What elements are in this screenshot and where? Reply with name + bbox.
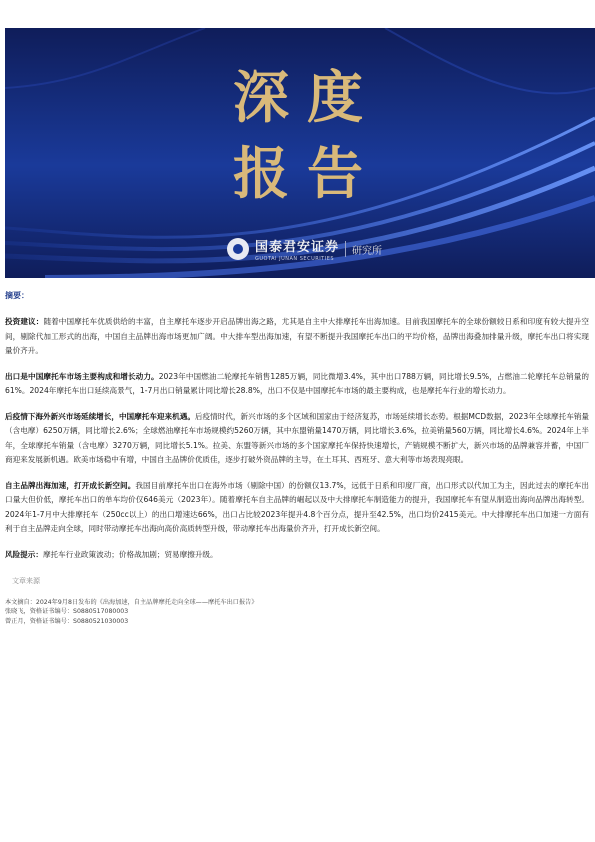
risk-heading: 风险提示： [5, 549, 43, 559]
institute-label: 研究所 [352, 245, 383, 257]
source-label: 文章来源 [12, 576, 40, 585]
section-export-driver [5, 370, 589, 399]
meta-analyst-line: 张晓飞，资格证书编号：S0880517080003 [5, 608, 129, 615]
section-emerging-markets [5, 410, 589, 468]
report-meta [5, 598, 589, 627]
brand-divider [345, 241, 346, 257]
cover-title-line2: 报告 [233, 141, 381, 207]
section-text: 我国目前摩托车出口在海外市场（剔除中国）的份额仅13.7%，远低于日系和印度厂商，出口形式以代加工为主，因此过去的摩托车出口量大但价低，摩托车出口的单车均价仅646美元（2023年）。随着摩托车自主品牌的崛起以及中大排摩托车制造能力的提升，我国摩托车有望从制造出海向品牌出海转型。2024年1-7月中大排摩托车（250cc以上）的出口增速达66%，出口占比较2023年提升4.8个百分点，提升至42.5%，出口均价2415美元。中大排摩托车出口加速一方面有利于自主品牌走向全球，同时带动摩托车出海向高价高质转型升级，带动摩托车出海量价齐升，打开成长新空间。 [5, 480, 590, 533]
report-summary [5, 290, 589, 626]
meta-source-line: 本文摘自：2024年9月8日发布的《出海加速，自主品牌摩托走向全球——摩托车出口报告》 [5, 598, 258, 606]
section-text: 2023年中国燃油二轮摩托车销售1285万辆，同比微增3.4%，其中出口788万辆，同比增长9.5%，占燃油二轮摩托车总销量的61%。2024年摩托车出口延续高景气，1-7月出口销量累计同比增长28.8%，出口不仅是中国摩托车市场的最主要构成，也是摩托车行业的增长动力。 [5, 371, 589, 395]
summary-label: 摘要： [5, 291, 29, 300]
section-text: 后疫情时代，新兴市场的多个区域和国家由于经济复苏，市场延续增长态势。根据MCD数据，2023年全球摩托车销量（含电摩）6250万辆，同比增长2.6%；全球燃油摩托车市场规模约5260万辆，其中东盟销量1470万辆，同比增长3.6%，拉美销量560万辆，同比增长4.6%。2024年上半年，全球摩托车销量（含电摩）3270万辆，同比增长5.1%。拉美、东盟等新兴市场的多个国家摩托车保持快速增长，产销规模不断扩大，新兴市场的品牌兼容并蓄，中国厂商迎来发展新机遇。欧美市场稳中有增，中国自主品牌价优质佳，逐步打破外资品牌的主导，在土耳其、西班牙、意大利等市场表现亮眼。 [5, 411, 589, 464]
section-brand-overseas [5, 479, 589, 537]
section-investment-advice [5, 315, 589, 359]
brand-block [227, 236, 382, 262]
section-heading: 自主品牌出海加速，打开成长新空间。 [5, 480, 136, 490]
risk-text: 摩托车行业政策波动；价格战加剧；贸易摩擦升级。 [42, 549, 218, 559]
brand-name-en: GUOTAI JUNAN SECURITIES [255, 256, 335, 262]
brand-name-cn: 国泰君安证券 [255, 240, 340, 255]
risk-warning [5, 548, 589, 562]
cover-title-line1: 深度 [233, 65, 381, 131]
cover-banner [5, 28, 595, 278]
section-text: 随着中国摩托车优质供给的丰富，自主摩托车逐步开启品牌出海之路，尤其是自主中大排摩托车出海加速。目前我国摩托车的全球份额较日系和印度有较大提升空间，剔除代加工形式的出海，中国自主品牌出海市场更加广阔。中大排车型出海加速，有望不断提升我国摩托车出口的平均价格，品牌出海叠加排量升级，摩托车出口将实现量价齐升。 [5, 317, 590, 355]
meta-analyst-line: 曾正月，资格证书编号：S0880521030003 [5, 617, 129, 625]
section-heading: 后疫情下海外新兴市场延续增长，中国摩托车迎来机遇。 [5, 411, 195, 421]
section-heading: 出口是中国摩托车市场主要构成和增长动力。 [5, 371, 159, 381]
brand-logo-icon [227, 238, 249, 260]
section-heading: 投资建议： [5, 317, 44, 326]
